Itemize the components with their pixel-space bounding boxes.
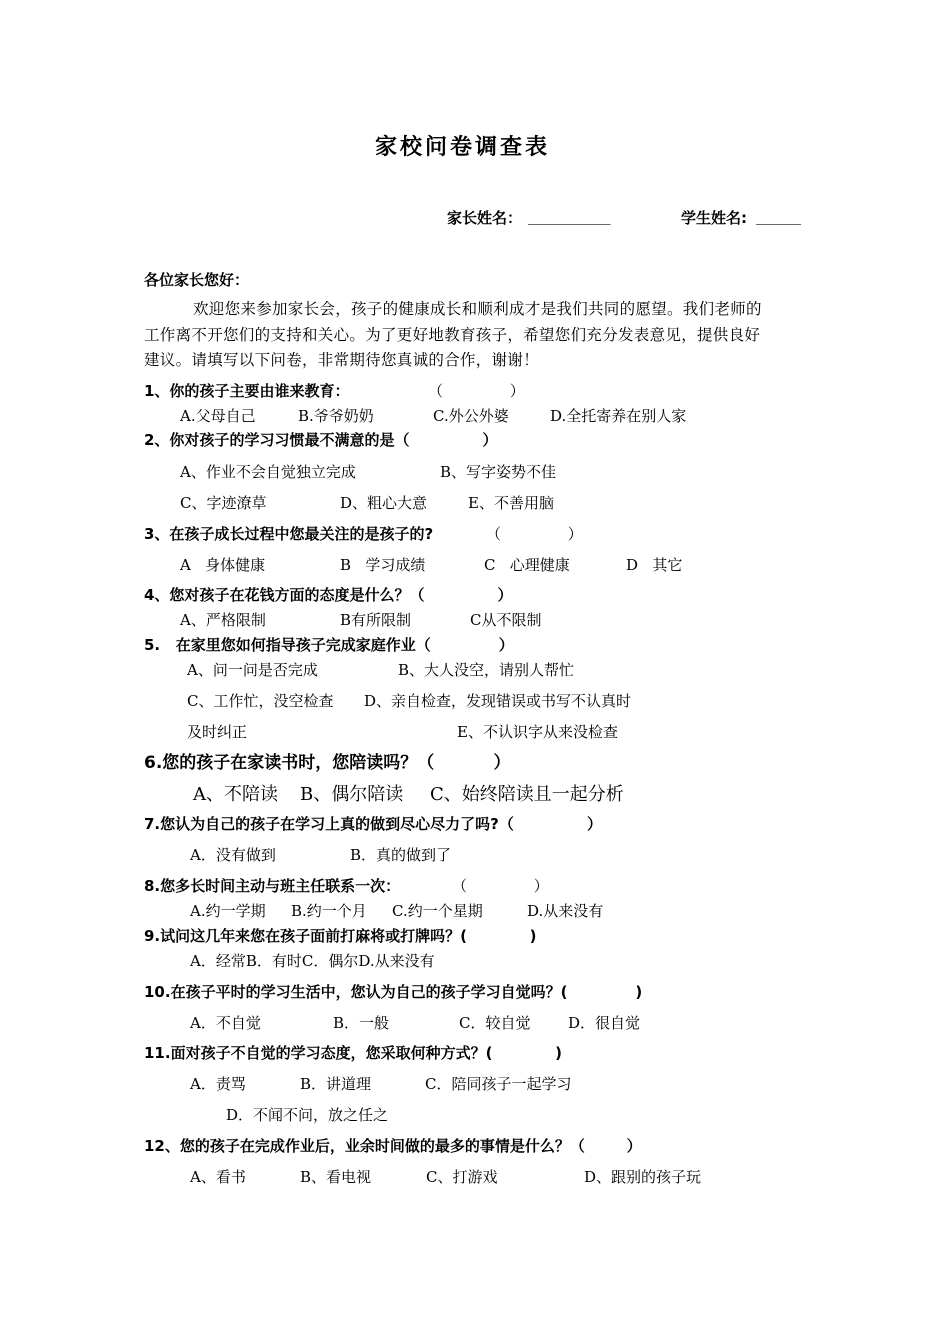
- question-12: 12、您的孩子在完成作业后，业余时间做的最多的事情是什么？（ ）: [144, 1137, 642, 1155]
- question-3: 3、在孩子成长过程中您最关注的是孩子的?: [144, 525, 434, 543]
- answer-blank-3[interactable]: （ ）: [486, 525, 583, 543]
- q8-option-d[interactable]: D.从来没有: [527, 902, 604, 920]
- q12-option-c[interactable]: C、打游戏: [426, 1168, 498, 1186]
- question-6: 6.您的孩子在家读书时，您陪读吗？（ ）: [144, 753, 511, 773]
- q3-option-b[interactable]: B 学习成绩: [340, 556, 426, 574]
- intro-line-1: 欢迎您来参加家长会，孩子的健康成长和顺利成才是我们共同的愿望。我们老师的: [193, 300, 762, 318]
- q7-option-b[interactable]: B．真的做到了: [350, 846, 452, 864]
- question-2: 2、你对孩子的学习习惯最不满意的是（ ）: [144, 431, 498, 449]
- q10-option-d[interactable]: D．很自觉: [568, 1014, 641, 1032]
- q9-options[interactable]: A．经常B．有时C．偶尔D.从来没有: [190, 952, 435, 970]
- q6-option-b[interactable]: B、偶尔陪读: [300, 784, 404, 805]
- q11-option-d[interactable]: D．不闻不问，放之任之: [226, 1106, 389, 1124]
- q12-option-a[interactable]: A、看书: [190, 1168, 246, 1186]
- q5-option-d[interactable]: D、亲自检查，发现错误或书写不认真时: [364, 692, 632, 710]
- intro-line-2: 工作离不开您们的支持和关心。为了更好地教育孩子，希望您们充分发表意见，提供良好: [144, 326, 761, 344]
- q3-option-d[interactable]: D 其它: [626, 556, 683, 574]
- student-name-field[interactable]: ______: [756, 207, 801, 225]
- q6-option-c[interactable]: C、始终陪读且一起分析: [430, 784, 624, 805]
- parent-name-field[interactable]: ___________: [528, 207, 611, 225]
- q11-option-b[interactable]: B．讲道理: [300, 1075, 372, 1093]
- question-7: 7.您认为自己的孩子在学习上真的做到尽心尽力了吗?（ ）: [144, 815, 602, 833]
- greeting: 各位家长您好：: [144, 271, 250, 289]
- answer-blank-8[interactable]: （ ）: [452, 877, 549, 895]
- q3-option-a[interactable]: A 身体健康: [180, 556, 266, 574]
- question-11: 11.面对孩子不自觉的学习态度，您采取何种方式？( ): [144, 1044, 562, 1062]
- page-title: 家校问卷调查表: [375, 135, 551, 160]
- q11-option-c[interactable]: C．陪同孩子一起学习: [425, 1075, 572, 1093]
- q4-option-c[interactable]: C从不限制: [470, 611, 542, 629]
- q5-option-d-continued: 及时纠正: [187, 723, 248, 741]
- q1-option-a[interactable]: A.父母自己: [180, 407, 256, 425]
- q2-option-a[interactable]: A、作业不会自觉独立完成: [180, 463, 356, 481]
- parent-name-label: 家长姓名：: [447, 209, 523, 227]
- q1-option-b[interactable]: B.爷爷奶奶: [298, 407, 374, 425]
- q6-option-a[interactable]: A、不陪读: [193, 784, 278, 805]
- q3-option-c[interactable]: C 心理健康: [484, 556, 570, 574]
- q1-option-d[interactable]: D.全托寄养在别人家: [550, 407, 687, 425]
- q12-option-d[interactable]: D、跟别的孩子玩: [584, 1168, 702, 1186]
- question-10: 10.在孩子平时的学习生活中，您认为自己的孩子学习自觉吗？( ): [144, 983, 643, 1001]
- question-9: 9.试问这几年来您在孩子面前打麻将或打牌吗？( ): [144, 927, 537, 945]
- q4-option-a[interactable]: A、严格限制: [180, 611, 266, 629]
- q8-option-c[interactable]: C.约一个星期: [392, 902, 483, 920]
- q4-option-b[interactable]: B有所限制: [340, 611, 412, 629]
- question-1: 1、你的孩子主要由谁来教育：: [144, 382, 350, 400]
- student-name-label: 学生姓名:: [681, 209, 747, 227]
- answer-blank-1[interactable]: （ ）: [428, 382, 525, 400]
- question-5: 5. 在家里您如何指导孩子完成家庭作业（ ）: [144, 636, 514, 654]
- q10-option-c[interactable]: C．较自觉: [459, 1014, 531, 1032]
- q2-option-b[interactable]: B、写字姿势不佳: [440, 463, 557, 481]
- q5-option-c[interactable]: C、工作忙，没空检查: [187, 692, 334, 710]
- q8-option-a[interactable]: A.约一学期: [190, 902, 266, 920]
- q2-option-d[interactable]: D、粗心大意: [340, 494, 428, 512]
- q11-option-a[interactable]: A．责骂: [190, 1075, 246, 1093]
- q2-option-e[interactable]: E、不善用脑: [468, 494, 554, 512]
- q1-option-c[interactable]: C.外公外婆: [433, 407, 509, 425]
- q5-option-e[interactable]: E、不认识字从来没检查: [457, 723, 618, 741]
- q7-option-a[interactable]: A．没有做到: [190, 846, 276, 864]
- q5-option-a[interactable]: A、问一问是否完成: [187, 661, 318, 679]
- q8-option-b[interactable]: B.约一个月: [291, 902, 367, 920]
- question-4: 4、您对孩子在花钱方面的态度是什么？（ ）: [144, 586, 513, 604]
- intro-line-3: 建议。请填写以下问卷，非常期待您真诚的合作，谢谢！: [144, 351, 540, 369]
- q2-option-c[interactable]: C、字迹潦草: [180, 494, 267, 512]
- question-8: 8.您多长时间主动与班主任联系一次：: [144, 877, 401, 895]
- q10-option-b[interactable]: B．一般: [333, 1014, 390, 1032]
- q5-option-b[interactable]: B、大人没空，请别人帮忙: [398, 661, 575, 679]
- q12-option-b[interactable]: B、看电视: [300, 1168, 372, 1186]
- q10-option-a[interactable]: A．不自觉: [190, 1014, 261, 1032]
